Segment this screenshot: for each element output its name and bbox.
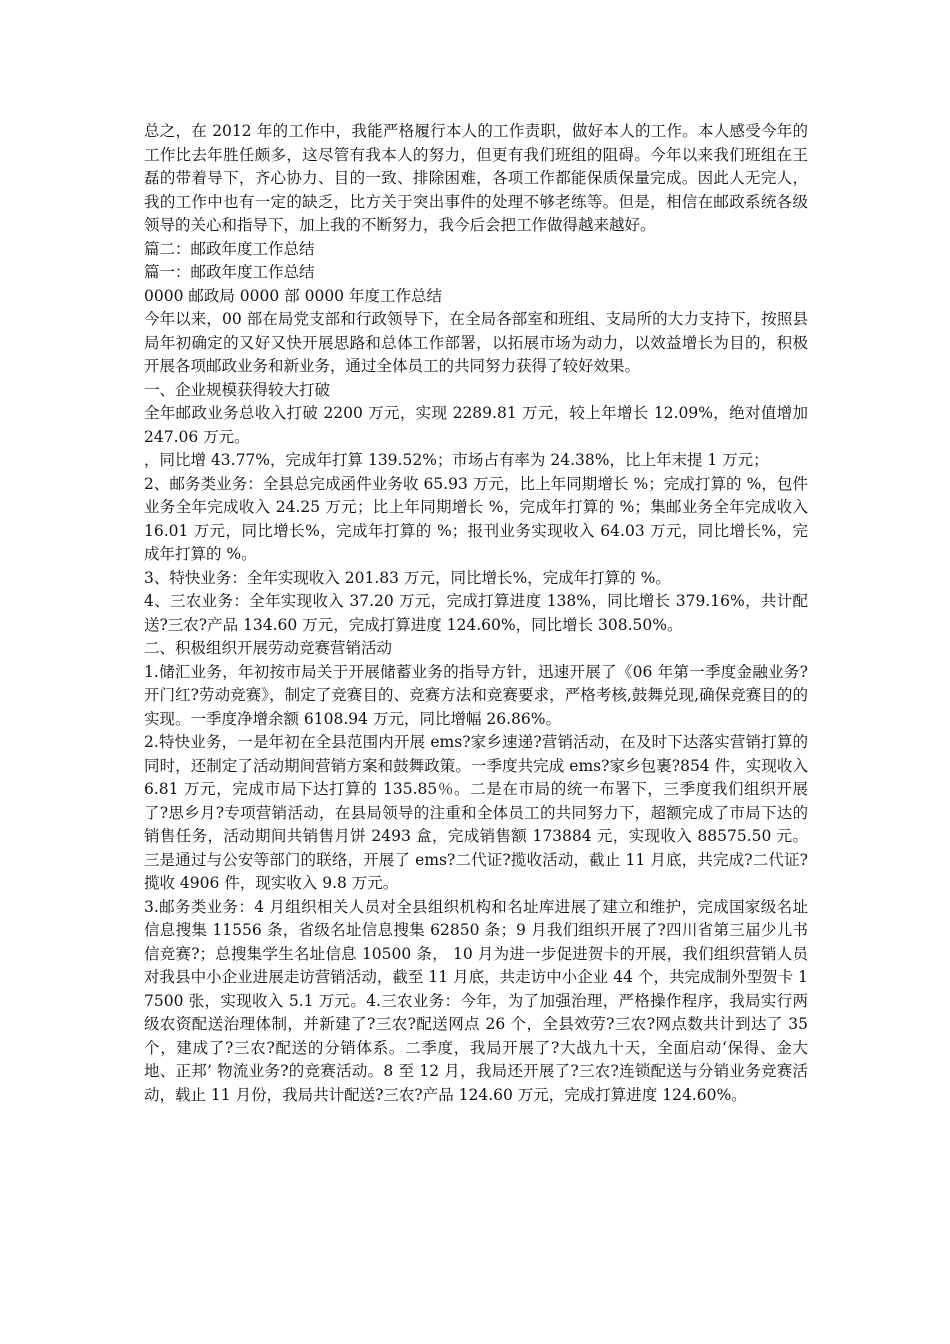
document-body (144, 120, 808, 1107)
heading-part-one: 篇一：邮政年度工作总结 (144, 263, 315, 281)
paragraph-total-revenue: 全年邮政业务总收入打破 2200 万元，实现 2289.81 万元，较上年增长 12.09%，绝对值增加 247.06 万元。 (144, 404, 808, 446)
section-heading-1: 一、企业规模获得较大打破 (144, 380, 331, 399)
paragraph-express-business: 3、特快业务：全年实现收入 201.83 万元，同比增长%，完成年打算的 %。 (144, 568, 671, 587)
paragraph-postal-business: 2、邮务类业务：全县总完成函件业务收 65.93 万元，比上年同期增长 %；完成打算的 %，包件业务全年完成收入 24.25 万元；比上年同期增长 %，完成年打算的 %；集邮业务全年完成收入 16.01 万元，同比增长%，完成年打算的 %；报刊业务实现收入 64.03 万元，同比增长%，完成年打算的 %。 (144, 474, 808, 563)
paragraph-postal-campaign: 3.邮务类业务：4 月组织相关人员对全县组织机构和名址库进展了建立和维护，完成国家级名址信息搜集 11556 条，省级名址信息搜集 62850 条；9 月我们组织开展了?四川省第三届少儿书信竞赛?；总搜集学生名址信息 10500 条， 10 月为进一步促进贺卡的开展，我们组织营销人员对我县中小企业进展走访营销活动，截至 11 月底，共走访中小企业 44 个，共完成制外型贺卡 17500 张，实现收入 5.1 万元。4.三农业务：今年，为了加强治理，严格操作程序，我局实行两级农资配送治理体制，并新建了?三农?配送网点 26 个，全县效劳?三农?网点数共计到达了 35 个，建成了?三农?配送的分销体系。二季度，我局开展了?大战九十天，全面启动‘保得、金大地、正邦’ 物流业务?的竞赛活动。8 至 12 月，我局还开展了?三农?连锁配送与分销业务竞赛活动，载止 11 月份，我局共计配送?三农?产品 124.60 万元，完成打算进度 124.60%。 (144, 897, 808, 1104)
heading-part-two: 篇二：邮政年度工作总结 (144, 239, 315, 258)
document-title: 0000 邮政局 0000 部 0000 年度工作总结 (144, 286, 442, 305)
paragraph-summary: 总之，在 2012 年的工作中，我能严格履行本人的工作责职，做好本人的工作。本人感受今年的工作比去年胜任颇多，这尽管有我本人的努力，但更有我们班组的阻碍。今年以来我们班组在王磊的带着导下，齐心协力、目的一致、排除困难，各项工作都能保质保量完成。因此人无完人，我的工作中也有一定的缺乏，比方关于突出事件的处理不够老练等。但是，相信在邮政系统各级领导的关心和指导下，加上我的不断努力，我今后会把工作做得越来越好。 (144, 122, 808, 234)
paragraph-market-share: ，同比增 43.77%，完成年打算 139.52%；市场占有率为 24.38%，比上年末提 1 万元； (144, 451, 769, 469)
section-heading-2: 二、积极组织开展劳动竞赛营销活动 (144, 639, 393, 657)
paragraph-express-campaign: 2.特快业务，一是年初在全县范围内开展 ems?家乡速递?营销活动，在及时下达落实营销打算的同时，还制定了活动期间营销方案和鼓舞政策。一季度共完成 ems?家乡包裹?854 件，实现收入 6.81 万元，完成市局下达打算的 135.85％。二是在市局的统一布署下，三季度我们组织开展了?思乡月?专项营销活动，在县局领导的注重和全体员工的共同努力下，超额完成了市局下达的销售任务，活动期间共销售月饼 2493 盒，完成销售额 173884 元，实现收入 88575.50 元。三是通过与公安等部门的联络，开展了 ems?二代证?揽收活动，截止 11 月底，共完成?二代证?揽收 4906 件，现实收入 9.8 万元。 (144, 733, 808, 892)
paragraph-rural-business: 4、三农业务：全年实现收入 37.20 万元，完成打算进度 138%，同比增长 379.16%，共计配送?三农?产品 134.60 万元，完成打算进度 124.60%，同比增长 308.50%。 (144, 592, 808, 634)
paragraph-intro: 今年以来，00 部在局党支部和行政领导下，在全局各部室和班组、支局所的大力支持下，按照县局年初确定的又好又快开展思路和总体工作部署，以拓展市场为动力，以效益增长为目的，积极开展各项邮政业务和新业务，通过全体员工的共同努力获得了较好效果。 (144, 310, 808, 375)
paragraph-savings: 1.储汇业务，年初按市局关于开展储蓄业务的指导方针，迅速开展了《06 年第一季度金融业务?开门红?劳动竞赛》，制定了竞赛目的、竞赛方法和竞赛要求，严格考核,鼓舞兑现,确保竞赛目的的实现。一季度净增余额 6108.94 万元，同比增幅 26.86%。 (144, 662, 808, 728)
